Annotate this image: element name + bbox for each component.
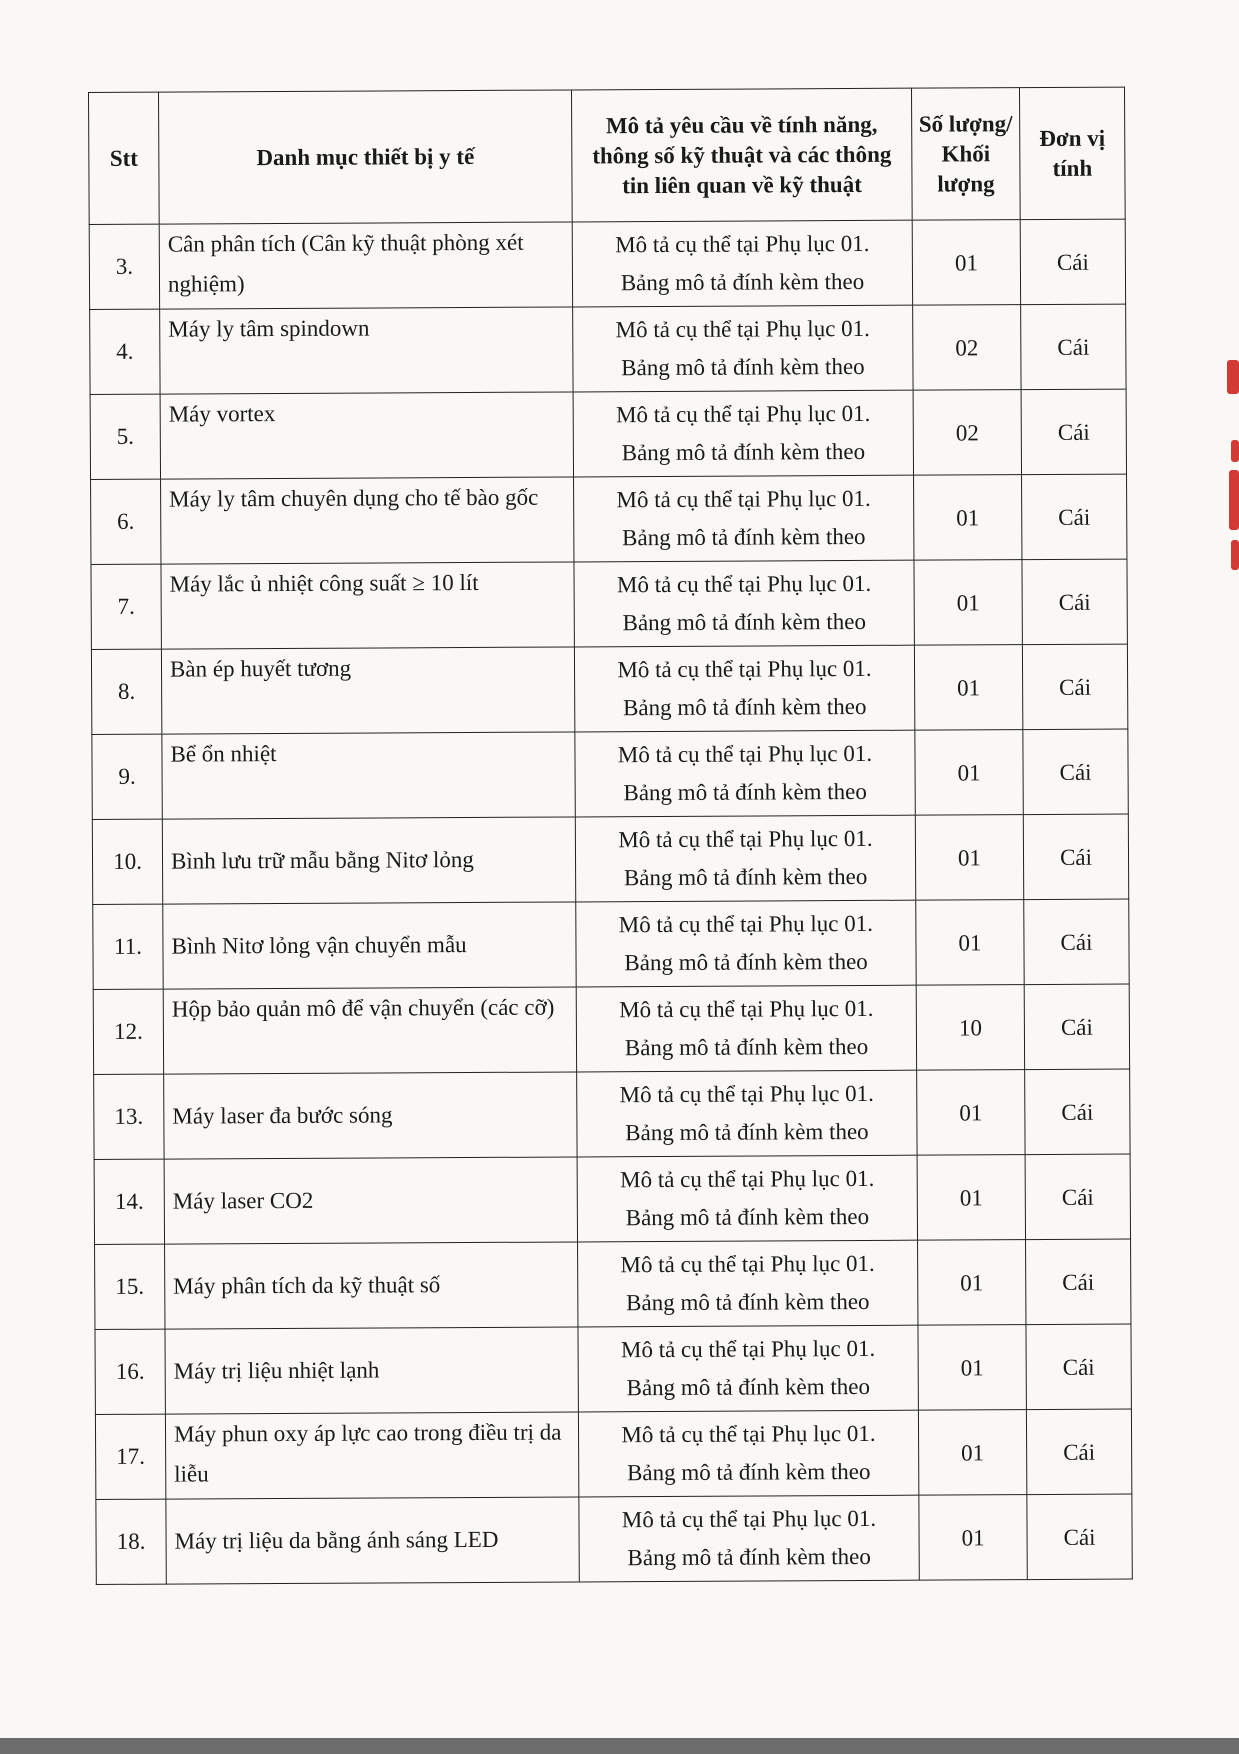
row-stt: 12. <box>93 989 163 1074</box>
row-desc <box>575 730 915 817</box>
row-desc <box>574 560 914 647</box>
row-unit: Cái <box>1026 1324 1131 1410</box>
table-row <box>95 1409 1131 1499</box>
row-name: Máy laser đa bước sóng <box>164 1072 577 1159</box>
row-qty: 01 <box>914 475 1022 561</box>
row-desc <box>574 475 914 562</box>
row-desc <box>573 390 913 477</box>
desc-line-2: Bảng mô tả đính kèm theo <box>626 1458 871 1486</box>
row-unit: Cái <box>1022 559 1127 645</box>
stamp-edge-mark <box>1227 360 1239 394</box>
row-stt: 14. <box>94 1159 164 1244</box>
row-unit: Cái <box>1024 984 1129 1070</box>
desc-line-1: Mô tả cụ thể tại Phụ lục 01. <box>621 1505 877 1533</box>
row-name: Bể ổn nhiệt <box>162 732 575 819</box>
header-unit: Đơn vị tính <box>1019 87 1125 220</box>
desc-line-2: Bảng mô tả đính kèm theo <box>626 1288 870 1316</box>
table-row <box>96 1494 1132 1584</box>
row-desc <box>579 1495 919 1582</box>
desc-line-2: Bảng mô tả đính kèm theo <box>624 948 868 976</box>
row-qty: 01 <box>919 1495 1027 1581</box>
row-desc <box>573 305 913 392</box>
desc-line-2: Bảng mô tả đính kèm theo <box>620 268 865 296</box>
desc-line-1: Mô tả cụ thể tại Phụ lục 01. <box>620 1335 876 1363</box>
row-stt: 5. <box>90 394 160 479</box>
row-stt: 11. <box>93 904 163 989</box>
desc-line-1: Mô tả cụ thể tại Phụ lục 01. <box>618 825 873 853</box>
row-name: Máy phân tích da kỹ thuật số <box>165 1242 578 1329</box>
row-stt: 16. <box>95 1329 165 1414</box>
row-qty: 01 <box>912 220 1020 306</box>
desc-line-1: Mô tả cụ thể tại Phụ lục 01. <box>617 655 872 683</box>
table-row <box>90 389 1126 479</box>
row-unit: Cái <box>1026 1409 1131 1495</box>
table-row <box>93 984 1129 1074</box>
desc-line-1: Mô tả cụ thể tại Phụ lục 01. <box>616 570 872 598</box>
desc-line-2: Bảng mô tả đính kèm theo <box>622 523 866 551</box>
row-stt: 3. <box>89 224 159 309</box>
row-unit: Cái <box>1022 474 1127 560</box>
row-name: Máy ly tâm chuyên dụng cho tế bào gốc <box>161 477 574 564</box>
row-stt: 15. <box>95 1244 165 1329</box>
row-unit: Cái <box>1023 814 1128 900</box>
row-qty: 01 <box>918 1240 1026 1326</box>
desc-line-1: Mô tả cụ thể tại Phụ lục 01. <box>620 1250 875 1278</box>
row-qty: 01 <box>917 1155 1025 1241</box>
table-row <box>90 304 1126 394</box>
desc-line-2: Bảng mô tả đính kèm theo <box>621 438 866 466</box>
row-stt: 6. <box>91 479 161 564</box>
row-desc <box>574 645 914 732</box>
desc-line-2: Bảng mô tả đính kèm theo <box>626 1373 871 1401</box>
row-qty: 02 <box>913 305 1021 391</box>
row-name: Bình Nitơ lỏng vận chuyển mẫu <box>163 902 576 989</box>
row-stt: 4. <box>90 309 160 394</box>
desc-line-2: Bảng mô tả đính kèm theo <box>624 1033 869 1061</box>
row-qty: 01 <box>917 1070 1025 1156</box>
row-name: Máy ly tâm spindown <box>160 307 573 394</box>
row-unit: Cái <box>1020 219 1125 305</box>
table-row <box>94 1154 1130 1244</box>
stamp-edge-mark <box>1229 470 1239 530</box>
desc-line-1: Mô tả cụ thể tại Phụ lục 01. <box>616 400 871 428</box>
table-row <box>94 1069 1130 1159</box>
table-row <box>91 559 1127 649</box>
desc-line-1: Mô tả cụ thể tại Phụ lục 01. <box>616 485 871 513</box>
row-name: Máy trị liệu nhiệt lạnh <box>165 1327 578 1414</box>
row-desc <box>578 1240 918 1327</box>
row-qty: 02 <box>913 390 1021 476</box>
desc-line-2: Bảng mô tả đính kèm theo <box>625 1203 870 1231</box>
row-name: Bàn ép huyết tương <box>161 647 574 734</box>
table-row <box>91 474 1127 564</box>
row-stt: 9. <box>92 734 162 819</box>
desc-line-2: Bảng mô tả đính kèm theo <box>627 1543 871 1571</box>
desc-line-1: Mô tả cụ thể tại Phụ lục 01. <box>619 995 874 1023</box>
desc-line-2: Bảng mô tả đính kèm theo <box>622 608 867 636</box>
row-name: Máy vortex <box>160 392 573 479</box>
row-qty: 10 <box>916 985 1024 1071</box>
desc-line-2: Bảng mô tả đính kèm theo <box>621 353 865 381</box>
row-desc <box>578 1325 918 1412</box>
header-desc: Mô tả yêu cầu về tính năng, thông số kỹ thuật và các thông tin liên quan về kỹ thuật <box>571 88 912 222</box>
row-qty: 01 <box>914 645 1022 731</box>
table-row <box>92 814 1128 904</box>
row-name: Máy phun oxy áp lực cao trong điều trị da liễu <box>165 1412 578 1499</box>
desc-line-1: Mô tả cụ thể tại Phụ lục 01. <box>615 315 870 343</box>
desc-line-1: Mô tả cụ thể tại Phụ lục 01. <box>617 740 873 768</box>
table-row <box>95 1324 1131 1414</box>
table-row <box>92 729 1128 819</box>
desc-line-2: Bảng mô tả đính kèm theo <box>623 863 868 891</box>
stamp-edge-mark <box>1231 540 1239 570</box>
row-name: Máy laser CO2 <box>164 1157 577 1244</box>
row-qty: 01 <box>915 815 1023 901</box>
header-name: Danh mục thiết bị y tế <box>159 90 573 224</box>
desc-line-2: Bảng mô tả đính kèm theo <box>623 778 867 806</box>
row-unit: Cái <box>1021 389 1126 475</box>
table-row <box>93 899 1129 989</box>
row-name: Máy trị liệu da bằng ánh sáng LED <box>166 1497 579 1584</box>
row-desc <box>576 985 916 1072</box>
row-stt: 13. <box>94 1074 164 1159</box>
row-desc <box>577 1155 917 1242</box>
row-unit: Cái <box>1021 304 1126 390</box>
row-unit: Cái <box>1023 729 1128 815</box>
desc-line-1: Mô tả cụ thể tại Phụ lục 01. <box>615 230 870 258</box>
row-desc <box>577 1070 917 1157</box>
row-desc <box>572 220 912 307</box>
equipment-table <box>88 87 1133 1585</box>
row-unit: Cái <box>1025 1069 1130 1155</box>
row-desc <box>578 1410 918 1497</box>
desc-line-1: Mô tả cụ thể tại Phụ lục 01. <box>621 1420 876 1448</box>
row-name: Hộp bảo quản mô để vận chuyển (các cỡ) <box>163 987 576 1074</box>
row-desc <box>575 815 915 902</box>
stamp-edge-mark <box>1231 440 1239 462</box>
row-unit: Cái <box>1024 899 1129 985</box>
row-qty: 01 <box>918 1410 1026 1496</box>
table-row <box>89 219 1125 309</box>
row-stt: 10. <box>92 819 162 904</box>
row-qty: 01 <box>916 900 1024 986</box>
row-unit: Cái <box>1026 1239 1131 1325</box>
row-name: Bình lưu trữ mẫu bằng Nitơ lỏng <box>162 817 575 904</box>
row-stt: 17. <box>95 1414 165 1499</box>
row-qty: 01 <box>914 560 1022 646</box>
desc-line-1: Mô tả cụ thể tại Phụ lục 01. <box>619 1080 874 1108</box>
row-stt: 7. <box>91 564 161 649</box>
desc-line-2: Bảng mô tả đính kèm theo <box>622 693 867 721</box>
desc-line-1: Mô tả cụ thể tại Phụ lục 01. <box>618 910 874 938</box>
row-qty: 01 <box>918 1325 1026 1411</box>
table-row <box>91 644 1127 734</box>
row-name: Máy lắc ủ nhiệt công suất ≥ 10 lít <box>161 562 574 649</box>
row-stt: 8. <box>91 649 161 734</box>
row-unit: Cái <box>1022 644 1127 730</box>
desc-line-1: Mô tả cụ thể tại Phụ lục 01. <box>620 1165 875 1193</box>
scan-bottom-edge <box>0 1738 1239 1754</box>
table-header-row <box>89 87 1126 224</box>
row-unit: Cái <box>1027 1494 1132 1580</box>
row-qty: 01 <box>915 730 1023 816</box>
row-desc <box>576 900 916 987</box>
row-name: Cân phân tích (Cân kỹ thuật phòng xét nghiệm) <box>159 222 572 309</box>
header-qty: Số lượng/ Khối lượng <box>911 88 1020 221</box>
desc-line-2: Bảng mô tả đính kèm theo <box>625 1118 869 1146</box>
row-unit: Cái <box>1025 1154 1130 1240</box>
table-row <box>95 1239 1131 1329</box>
row-stt: 18. <box>96 1499 166 1584</box>
header-stt: Stt <box>89 92 160 224</box>
